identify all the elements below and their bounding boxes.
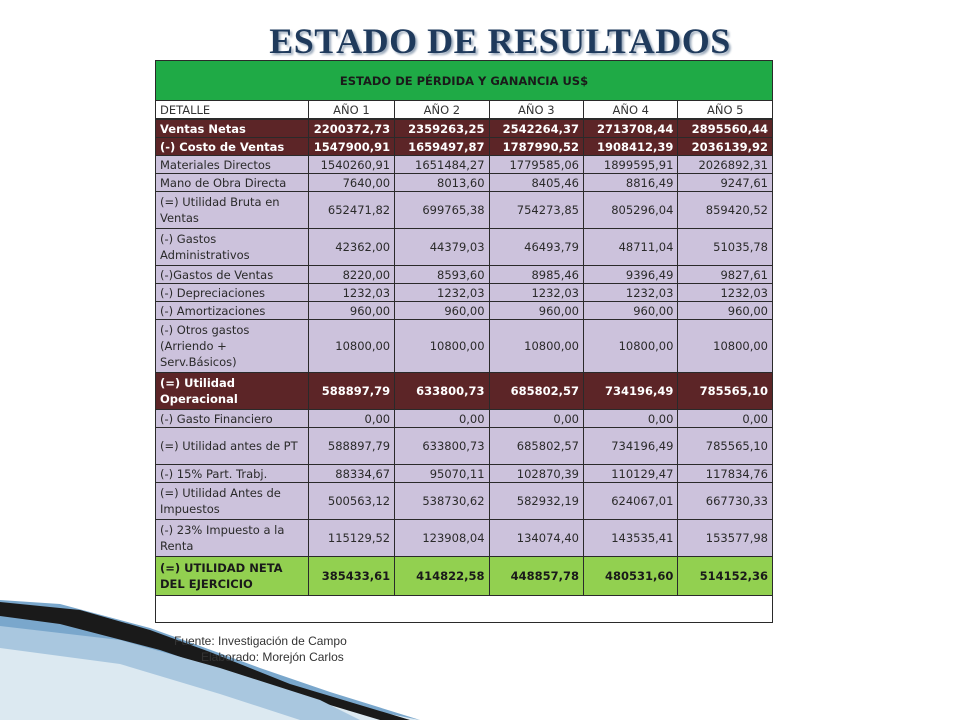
row-value-year-5: 785565,10 xyxy=(678,428,773,465)
row-value-year-4: 0,00 xyxy=(584,410,678,428)
row-value-year-2: 538730,62 xyxy=(395,483,489,520)
row-value-year-5: 153577,98 xyxy=(678,520,773,557)
row-value-year-4: 10800,00 xyxy=(584,320,678,373)
row-value-year-2: 1659497,87 xyxy=(395,138,489,156)
row-label: Ventas Netas xyxy=(156,119,309,138)
row-label: (-) Gastos Administrativos xyxy=(156,229,309,266)
row-value-year-1: 385433,61 xyxy=(308,557,394,596)
row-label: (=) Utilidad Antes de Impuestos xyxy=(156,483,309,520)
row-value-year-4: 143535,41 xyxy=(584,520,678,557)
row-value-year-3: 102870,39 xyxy=(489,465,583,483)
row-value-year-3: 685802,57 xyxy=(489,373,583,410)
author-line: Elaborado: Morejón Carlos xyxy=(201,650,344,664)
row-label: (=) Utilidad Bruta en Ventas xyxy=(156,192,309,229)
row-value-year-3: 1787990,52 xyxy=(489,138,583,156)
row-value-year-2: 1651484,27 xyxy=(395,156,489,174)
row-value-year-3: 8405,46 xyxy=(489,174,583,192)
table-row xyxy=(156,410,773,428)
row-value-year-3: 46493,79 xyxy=(489,229,583,266)
row-value-year-4: 1908412,39 xyxy=(584,138,678,156)
row-value-year-3: 10800,00 xyxy=(489,320,583,373)
table-row xyxy=(156,373,773,410)
row-value-year-1: 960,00 xyxy=(308,302,394,320)
row-value-year-1: 1547900,91 xyxy=(308,138,394,156)
row-value-year-4: 1232,03 xyxy=(584,284,678,302)
row-value-year-5: 0,00 xyxy=(678,410,773,428)
table-row xyxy=(156,174,773,192)
row-value-year-1: 2200372,73 xyxy=(308,119,394,138)
row-label: Materiales Directos xyxy=(156,156,309,174)
row-value-year-5: 960,00 xyxy=(678,302,773,320)
row-value-year-3: 754273,85 xyxy=(489,192,583,229)
row-value-year-3: 448857,78 xyxy=(489,557,583,596)
row-value-year-5: 2026892,31 xyxy=(678,156,773,174)
row-value-year-4: 48711,04 xyxy=(584,229,678,266)
table-row xyxy=(156,320,773,373)
row-label: (-) 23% Impuesto a la Renta xyxy=(156,520,309,557)
table-row xyxy=(156,483,773,520)
row-value-year-2: 123908,04 xyxy=(395,520,489,557)
row-value-year-1: 652471,82 xyxy=(308,192,394,229)
row-value-year-2: 95070,11 xyxy=(395,465,489,483)
row-value-year-1: 10800,00 xyxy=(308,320,394,373)
row-value-year-1: 88334,67 xyxy=(308,465,394,483)
table-row xyxy=(156,138,773,156)
row-value-year-4: 805296,04 xyxy=(584,192,678,229)
slide-title: ESTADO DE RESULTADOS xyxy=(269,21,731,61)
column-header-row xyxy=(156,101,773,120)
income-statement-table xyxy=(155,60,773,623)
row-label: (-) Amortizaciones xyxy=(156,302,309,320)
column-header-year-5: AÑO 5 xyxy=(678,101,773,120)
source-note xyxy=(174,633,347,665)
row-label: Mano de Obra Directa xyxy=(156,174,309,192)
table-row xyxy=(156,428,773,465)
row-value-year-2: 1232,03 xyxy=(395,284,489,302)
row-value-year-3: 960,00 xyxy=(489,302,583,320)
column-header-year-2: AÑO 2 xyxy=(395,101,489,120)
row-label: (=) Utilidad Operacional xyxy=(156,373,309,410)
table-caption: ESTADO DE PÉRDIDA Y GANANCIA US$ xyxy=(156,61,773,101)
row-value-year-4: 8816,49 xyxy=(584,174,678,192)
column-header-year-3: AÑO 3 xyxy=(489,101,583,120)
row-value-year-1: 588897,79 xyxy=(308,428,394,465)
row-value-year-2: 10800,00 xyxy=(395,320,489,373)
row-value-year-3: 134074,40 xyxy=(489,520,583,557)
table-row xyxy=(156,119,773,138)
row-value-year-5: 1232,03 xyxy=(678,284,773,302)
row-value-year-4: 624067,01 xyxy=(584,483,678,520)
row-value-year-3: 8985,46 xyxy=(489,266,583,284)
row-label: (-) Gasto Financiero xyxy=(156,410,309,428)
row-value-year-4: 1899595,91 xyxy=(584,156,678,174)
row-value-year-2: 960,00 xyxy=(395,302,489,320)
table-row xyxy=(156,266,773,284)
row-value-year-5: 859420,52 xyxy=(678,192,773,229)
row-value-year-2: 633800,73 xyxy=(395,373,489,410)
row-label: (-) Depreciaciones xyxy=(156,284,309,302)
row-value-year-4: 480531,60 xyxy=(584,557,678,596)
row-value-year-4: 734196,49 xyxy=(584,373,678,410)
table-row xyxy=(156,465,773,483)
row-value-year-3: 1232,03 xyxy=(489,284,583,302)
row-value-year-4: 960,00 xyxy=(584,302,678,320)
row-value-year-5: 2895560,44 xyxy=(678,119,773,138)
row-value-year-3: 2542264,37 xyxy=(489,119,583,138)
row-value-year-5: 785565,10 xyxy=(678,373,773,410)
row-label: (=) UTILIDAD NETA DEL EJERCICIO xyxy=(156,557,309,596)
row-value-year-1: 7640,00 xyxy=(308,174,394,192)
row-value-year-1: 500563,12 xyxy=(308,483,394,520)
row-value-year-1: 0,00 xyxy=(308,410,394,428)
table-row xyxy=(156,156,773,174)
row-value-year-2: 2359263,25 xyxy=(395,119,489,138)
row-value-year-5: 9247,61 xyxy=(678,174,773,192)
row-value-year-2: 8593,60 xyxy=(395,266,489,284)
row-value-year-1: 42362,00 xyxy=(308,229,394,266)
row-value-year-5: 117834,76 xyxy=(678,465,773,483)
row-value-year-2: 0,00 xyxy=(395,410,489,428)
row-value-year-1: 1232,03 xyxy=(308,284,394,302)
row-value-year-1: 115129,52 xyxy=(308,520,394,557)
row-value-year-4: 9396,49 xyxy=(584,266,678,284)
row-label: (-) Costo de Ventas xyxy=(156,138,309,156)
row-value-year-4: 2713708,44 xyxy=(584,119,678,138)
row-value-year-5: 10800,00 xyxy=(678,320,773,373)
row-label: (-)Gastos de Ventas xyxy=(156,266,309,284)
row-value-year-5: 514152,36 xyxy=(678,557,773,596)
column-header-detail: DETALLE xyxy=(156,101,309,120)
row-value-year-5: 2036139,92 xyxy=(678,138,773,156)
row-value-year-1: 8220,00 xyxy=(308,266,394,284)
source-line: Fuente: Investigación de Campo xyxy=(174,634,347,648)
row-value-year-3: 685802,57 xyxy=(489,428,583,465)
table-row xyxy=(156,302,773,320)
row-value-year-2: 699765,38 xyxy=(395,192,489,229)
row-value-year-3: 582932,19 xyxy=(489,483,583,520)
table-row xyxy=(156,229,773,266)
table-row xyxy=(156,284,773,302)
row-value-year-1: 1540260,91 xyxy=(308,156,394,174)
table-row xyxy=(156,192,773,229)
row-value-year-2: 633800,73 xyxy=(395,428,489,465)
row-value-year-4: 734196,49 xyxy=(584,428,678,465)
table-empty-row xyxy=(156,596,773,623)
row-value-year-3: 1779585,06 xyxy=(489,156,583,174)
column-header-year-1: AÑO 1 xyxy=(308,101,394,120)
column-header-year-4: AÑO 4 xyxy=(584,101,678,120)
row-value-year-3: 0,00 xyxy=(489,410,583,428)
row-value-year-2: 8013,60 xyxy=(395,174,489,192)
row-value-year-2: 44379,03 xyxy=(395,229,489,266)
row-value-year-5: 9827,61 xyxy=(678,266,773,284)
row-label: (-) 15% Part. Trabj. xyxy=(156,465,309,483)
row-value-year-1: 588897,79 xyxy=(308,373,394,410)
row-value-year-5: 667730,33 xyxy=(678,483,773,520)
row-value-year-4: 110129,47 xyxy=(584,465,678,483)
row-label: (-) Otros gastos (Arriendo + Serv.Básicos) xyxy=(156,320,309,373)
row-value-year-2: 414822,58 xyxy=(395,557,489,596)
table-row xyxy=(156,557,773,596)
table-row xyxy=(156,520,773,557)
row-label: (=) Utilidad antes de PT xyxy=(156,428,309,465)
row-value-year-5: 51035,78 xyxy=(678,229,773,266)
